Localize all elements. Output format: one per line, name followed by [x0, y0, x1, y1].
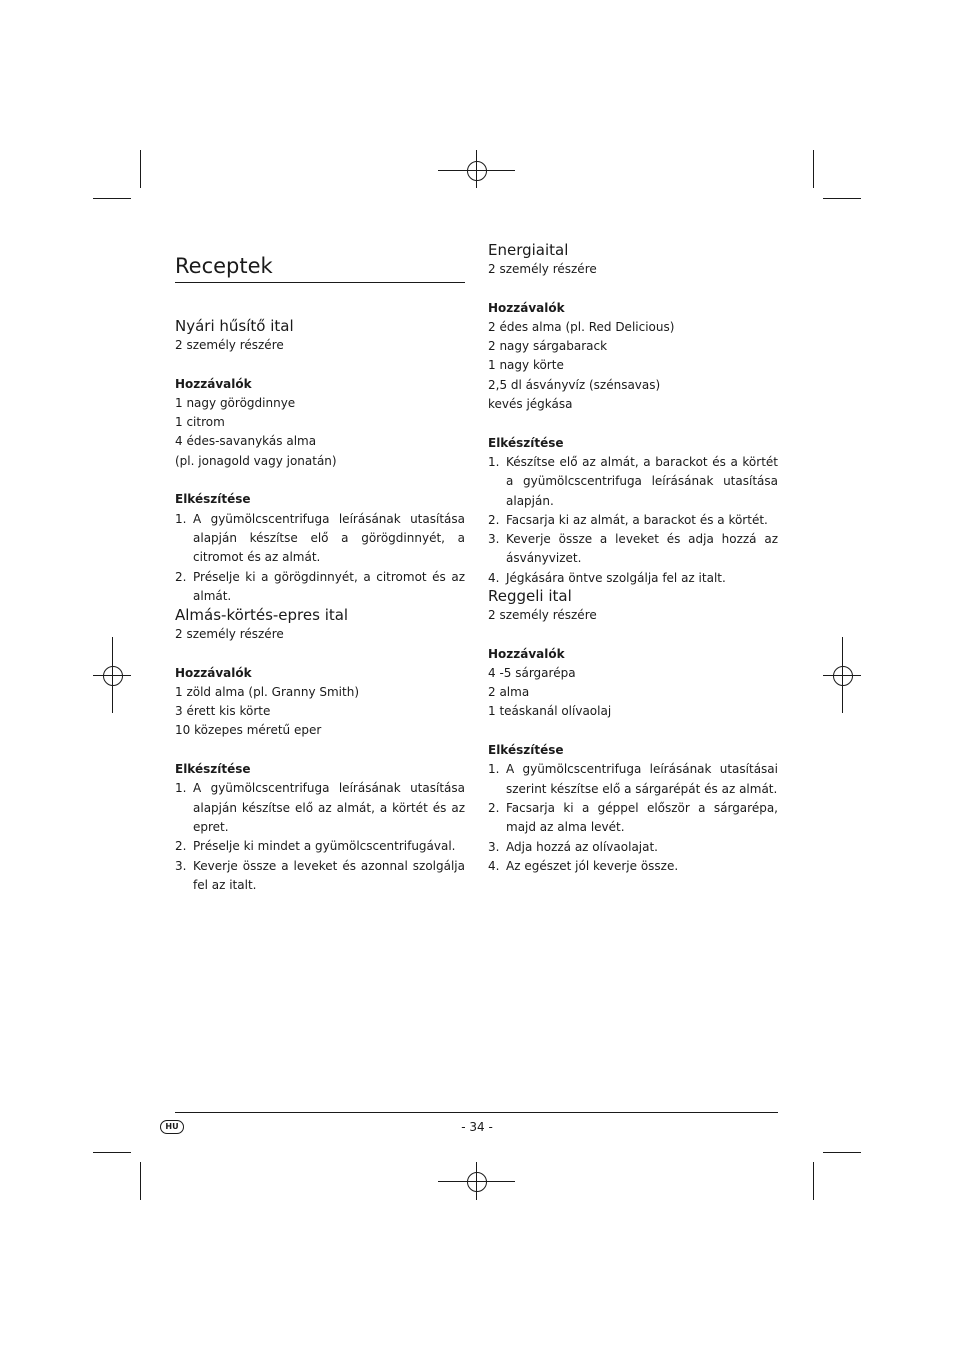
ingredient-item: 1 teáskanál olívaolaj: [488, 704, 612, 719]
recipe-title: Energiaital: [488, 241, 569, 259]
ingredient-item: (pl. jonagold vagy jonatán): [175, 453, 337, 468]
step-item: [175, 568, 465, 607]
servings: 2 személy részére: [488, 608, 597, 622]
ingredient-item: 4 -5 sárgarépa: [488, 665, 576, 680]
step-text: Keverje össze a leveket és adja hozzá az ásványvizet.: [506, 532, 778, 566]
step-number: 1.: [488, 454, 500, 469]
step-item: [488, 511, 778, 530]
page-title: Receptek: [175, 253, 465, 283]
ingredient-item: 10 közepes méretű eper: [175, 723, 322, 738]
steps-heading: Elkészítése: [488, 435, 564, 450]
steps-heading: Elkészítése: [488, 743, 564, 758]
step-text: Facsarja ki a géppel először a sárgarépa, majd az alma levét.: [506, 800, 778, 835]
step-item: [488, 799, 778, 838]
step-item: [488, 857, 778, 876]
step-number: 1.: [175, 781, 187, 796]
step-number: 2.: [488, 800, 500, 815]
steps-heading: Elkészítése: [175, 762, 251, 777]
recipe-energiaital: [488, 240, 778, 588]
servings: 2 személy részére: [175, 338, 284, 352]
step-item: [488, 760, 778, 799]
ingredient-item: 1 citrom: [175, 415, 225, 430]
recipe-title: Almás-körtés-epres ital: [175, 606, 349, 624]
step-item: [488, 838, 778, 857]
step-number: 2.: [175, 839, 187, 854]
step-text: A gyümölcscentrifuga leírásának utasításai szerint készítse elő a sárgarépát és az almát.: [506, 762, 778, 796]
steps-list: [175, 510, 465, 606]
step-number: 2.: [488, 512, 500, 527]
recipe-nyari-husito-ital: [175, 316, 465, 606]
step-item: [488, 530, 778, 569]
language-badge: HU: [160, 1120, 184, 1134]
recipe-reggeli-ital: [488, 586, 778, 876]
ingredient-item: 1 nagy körte: [488, 358, 564, 373]
step-text: Az egészet jól keverje össze.: [506, 858, 679, 873]
step-text: Jégkására öntve szolgálja fel az italt.: [506, 570, 726, 585]
ingredient-item: 1 zöld alma (pl. Granny Smith): [175, 684, 360, 699]
step-text: Préselje ki mindet a gyümölcscentrifugával.: [193, 839, 456, 854]
step-number: 1.: [488, 762, 500, 777]
ingredient-item: kevés jégkása: [488, 397, 573, 412]
step-text: A gyümölcscentrifuga leírásának utasítása alapján készítse elő a görögdinnyét, a citromot és az almát.: [193, 511, 465, 565]
steps-list: [488, 453, 778, 588]
step-number: 4.: [488, 858, 500, 873]
step-number: 3.: [488, 839, 500, 854]
step-item: [175, 837, 465, 856]
step-number: 4.: [488, 570, 500, 585]
ingredient-item: 4 édes-savanykás alma: [175, 434, 317, 449]
step-item: [175, 857, 465, 896]
ingredient-item: 2 alma: [488, 685, 530, 700]
ingredients-heading: Hozzávalók: [175, 665, 252, 680]
step-text: Préselje ki a görögdinnyét, a citromot és az almát.: [193, 569, 465, 603]
step-number: 3.: [175, 858, 187, 873]
step-text: Készítse elő az almát, a barackot és a körtét a gyümölcscentrifuga leírásának utasítása alapján.: [506, 454, 778, 508]
footer-rule: [175, 1112, 778, 1113]
steps-list: [488, 760, 778, 876]
ingredient-item: 2 nagy sárgabarack: [488, 339, 608, 354]
step-item: [488, 453, 778, 511]
recipe-almas-kortes-epres-ital: [175, 605, 465, 895]
ingredient-item: 3 érett kis körte: [175, 704, 271, 719]
step-number: 1.: [175, 511, 187, 526]
ingredient-item: 1 nagy görögdinnye: [175, 395, 296, 410]
step-item: [175, 510, 465, 568]
step-text: A gyümölcscentrifuga leírásának utasítása alapján készítse elő az almát, a körtét és az epret.: [193, 781, 465, 834]
servings: 2 személy részére: [488, 262, 597, 276]
ingredient-list: [488, 664, 778, 722]
step-text: Keverje össze a leveket és azonnal szolgálja fel az italt.: [193, 858, 465, 892]
servings: 2 személy részére: [175, 627, 284, 641]
ingredient-list: [488, 318, 778, 414]
step-text: Adja hozzá az olívaolajat.: [506, 839, 658, 854]
ingredients-heading: Hozzávalók: [488, 300, 565, 315]
recipe-title: Reggeli ital: [488, 587, 572, 605]
steps-list: [175, 779, 465, 895]
steps-heading: Elkészítése: [175, 492, 251, 507]
recipe-title: Nyári hűsítő ital: [175, 317, 294, 335]
ingredient-item: 2,5 dl ásványvíz (szénsavas): [488, 377, 661, 392]
step-text: Facsarja ki az almát, a barackot és a körtét.: [506, 512, 768, 527]
ingredient-item: 2 édes alma (pl. Red Delicious): [488, 319, 675, 334]
ingredient-list: [175, 394, 465, 471]
page-number: - 34 -: [461, 1120, 493, 1134]
step-number: 2.: [175, 569, 187, 584]
step-number: 3.: [488, 532, 500, 547]
ingredients-heading: Hozzávalók: [175, 376, 252, 391]
ingredient-list: [175, 683, 465, 741]
step-item: [175, 779, 465, 837]
ingredients-heading: Hozzávalók: [488, 646, 565, 661]
